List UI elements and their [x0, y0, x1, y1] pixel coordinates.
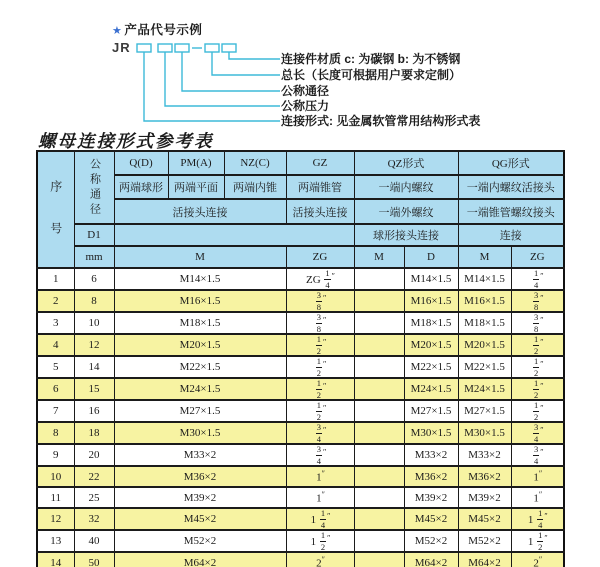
header-ends-pma: 两端平面	[168, 175, 224, 199]
header-conn2-qg: 连接	[458, 224, 564, 246]
row-qz-d: M64×2	[404, 552, 458, 567]
row-seq: 12	[37, 508, 74, 530]
row-seq: 7	[37, 400, 74, 422]
row-qg-m: M24×1.5	[458, 378, 511, 400]
star-icon: ★	[112, 25, 123, 37]
row-qg-zg: $\frac{1}{2}$ ″	[511, 356, 564, 378]
header-conn-qz: 一端外螺纹	[354, 199, 458, 223]
diagram-title-text: 产品代号示例	[124, 23, 203, 37]
row-qg-m: M30×1.5	[458, 422, 511, 444]
row-qg-zg: 2″	[511, 552, 564, 567]
header-unit-qz-m: M	[354, 246, 404, 268]
row-m: M14×1.5	[114, 268, 286, 290]
table-body	[37, 268, 564, 567]
header-unit-qz-d: D	[404, 246, 458, 268]
header-row-units	[37, 246, 564, 268]
table-row	[37, 290, 564, 312]
header-unit-qg-zg: ZG	[511, 246, 564, 268]
table-row	[37, 508, 564, 530]
row-zg: $\frac{3}{8}$ ″	[286, 290, 354, 312]
row-m: M33×2	[114, 444, 286, 466]
row-qz-d: M36×2	[404, 466, 458, 487]
table-row	[37, 334, 564, 356]
leader-line-diameter	[182, 52, 280, 91]
row-seq: 6	[37, 378, 74, 400]
row-qg-m: M27×1.5	[458, 400, 511, 422]
row-seq: 9	[37, 444, 74, 466]
row-zg: $\frac{1}{2}$ ″	[286, 334, 354, 356]
row-zg: $\frac{3}{8}$ ″	[286, 312, 354, 334]
row-qg-zg: $\frac{1}{2}$ ″	[511, 334, 564, 356]
row-qz-d: M24×1.5	[404, 378, 458, 400]
col-header-type-pma: PM(A)	[168, 151, 224, 175]
row-qg-m: M33×2	[458, 444, 511, 466]
table-row	[37, 552, 564, 567]
row-qg-zg: $\frac{3}{8}$ ″	[511, 290, 564, 312]
row-m: M45×2	[114, 508, 286, 530]
row-m: M18×1.5	[114, 312, 286, 334]
row-qg-zg: 1 $\frac{1}{2}$ ″	[511, 530, 564, 552]
row-qz-d: M52×2	[404, 530, 458, 552]
row-qz-d: M39×2	[404, 487, 458, 508]
row-zg: ZG $\frac{1}{4}$ ″	[286, 268, 354, 290]
row-zg: 1 $\frac{1}{2}$ ″	[286, 530, 354, 552]
label-pressure: 公称压力	[281, 99, 330, 113]
code-box-3	[175, 44, 189, 52]
row-qg-m: M20×1.5	[458, 334, 511, 356]
header-row-connection	[37, 199, 564, 223]
row-qg-zg: $\frac{3}{8}$ ″	[511, 312, 564, 334]
row-seq: 2	[37, 290, 74, 312]
row-mm: 15	[74, 378, 114, 400]
code-box-2	[158, 44, 172, 52]
row-m: M30×1.5	[114, 422, 286, 444]
table-row	[37, 400, 564, 422]
row-qg-zg: $\frac{3}{4}$ ″	[511, 422, 564, 444]
code-box-1	[137, 44, 151, 52]
row-qz-d: M30×1.5	[404, 422, 458, 444]
row-zg: $\frac{3}{4}$ ″	[286, 444, 354, 466]
label-connection: 连接形式: 见金属软管常用结构形式表	[281, 114, 481, 128]
row-qg-m: M39×2	[458, 487, 511, 508]
row-qg-m: M36×2	[458, 466, 511, 487]
row-qz-m	[354, 268, 404, 290]
row-qz-m	[354, 290, 404, 312]
row-mm: 8	[74, 290, 114, 312]
col-header-type-gz: GZ	[286, 151, 354, 175]
header-unit-qg-m: M	[458, 246, 511, 268]
code-box-4	[205, 44, 219, 52]
col-header-type-qd: Q(D)	[114, 151, 168, 175]
row-qz-m	[354, 552, 404, 567]
row-mm: 14	[74, 356, 114, 378]
table-row	[37, 466, 564, 487]
row-m: M24×1.5	[114, 378, 286, 400]
row-qz-m	[354, 466, 404, 487]
table-row	[37, 268, 564, 290]
row-mm: 40	[74, 530, 114, 552]
header-ends-qg: 一端内螺纹活接头	[458, 175, 564, 199]
product-code-prefix: JR	[112, 40, 131, 55]
header-conn-qg: 一端锥管螺纹接头	[458, 199, 564, 223]
row-qz-m	[354, 444, 404, 466]
row-qg-zg: 1″	[511, 487, 564, 508]
row-mm: 6	[74, 268, 114, 290]
header-row-types	[37, 151, 564, 175]
row-qg-zg: 1 $\frac{1}{4}$ ″	[511, 508, 564, 530]
row-qg-m: M14×1.5	[458, 268, 511, 290]
table-row	[37, 487, 564, 508]
leader-line-material	[229, 52, 280, 59]
header-conn2-qz: 球形接头连接	[354, 224, 458, 246]
row-qg-zg: $\frac{1}{2}$ ″	[511, 400, 564, 422]
row-qz-d: M27×1.5	[404, 400, 458, 422]
row-qz-m	[354, 334, 404, 356]
row-zg: 2″	[286, 552, 354, 567]
row-qz-m	[354, 378, 404, 400]
table-row	[37, 378, 564, 400]
row-zg: $\frac{1}{2}$ ″	[286, 400, 354, 422]
row-m: M16×1.5	[114, 290, 286, 312]
header-ends-gz: 两端锥管	[286, 175, 354, 199]
row-mm: 20	[74, 444, 114, 466]
row-m: M36×2	[114, 466, 286, 487]
col-header-nominal-diameter: 公称通径	[74, 151, 114, 224]
row-qz-d: M14×1.5	[404, 268, 458, 290]
row-qz-d: M18×1.5	[404, 312, 458, 334]
row-seq: 4	[37, 334, 74, 356]
row-mm: 10	[74, 312, 114, 334]
diagram-title	[112, 20, 202, 38]
row-mm: 25	[74, 487, 114, 508]
header-conn-gz: 活接头连接	[286, 199, 354, 223]
row-m: M64×2	[114, 552, 286, 567]
row-seq: 13	[37, 530, 74, 552]
row-qg-m: M22×1.5	[458, 356, 511, 378]
row-qz-d: M20×1.5	[404, 334, 458, 356]
row-zg: $\frac{3}{4}$ ″	[286, 422, 354, 444]
header-mm: mm	[74, 246, 114, 268]
label-material: 连接件材质 c: 为碳钢 b: 为不锈钢	[281, 52, 461, 66]
row-seq: 5	[37, 356, 74, 378]
row-qz-m	[354, 356, 404, 378]
col-header-type-nzc: NZ(C)	[224, 151, 286, 175]
row-qz-m	[354, 422, 404, 444]
row-mm: 12	[74, 334, 114, 356]
code-box-5	[222, 44, 236, 52]
header-conn-union: 活接头连接	[114, 199, 286, 223]
header-d1-spacer	[114, 224, 354, 246]
header-unit-m: M	[114, 246, 286, 268]
col-header-type-qz: QZ形式	[354, 151, 458, 175]
row-m: M20×1.5	[114, 334, 286, 356]
row-mm: 50	[74, 552, 114, 567]
header-ends-qz: 一端内螺纹	[354, 175, 458, 199]
row-mm: 16	[74, 400, 114, 422]
row-qz-m	[354, 530, 404, 552]
row-zg: 1″	[286, 466, 354, 487]
col-header-seq: 序号	[37, 151, 74, 268]
row-m: M22×1.5	[114, 356, 286, 378]
row-qg-m: M64×2	[458, 552, 511, 567]
row-qg-zg: $\frac{1}{2}$ ″	[511, 378, 564, 400]
header-ends-qd: 两端球形	[114, 175, 168, 199]
table-row	[37, 530, 564, 552]
row-seq: 8	[37, 422, 74, 444]
row-qg-m: M45×2	[458, 508, 511, 530]
table-row	[37, 422, 564, 444]
row-qg-zg: $\frac{3}{4}$ ″	[511, 444, 564, 466]
code-boxes-and-leader-lines	[130, 43, 281, 128]
header-ends-nzc: 两端内锥	[224, 175, 286, 199]
row-m: M27×1.5	[114, 400, 286, 422]
nut-connection-table	[36, 150, 565, 567]
row-zg: $\frac{1}{2}$ ″	[286, 356, 354, 378]
row-qz-m	[354, 400, 404, 422]
leader-line-length	[212, 52, 280, 75]
label-diameter: 公称通径	[281, 84, 330, 98]
header-unit-zg: ZG	[286, 246, 354, 268]
row-seq: 14	[37, 552, 74, 567]
header-d1: D1	[74, 224, 114, 246]
row-qg-zg: 1″	[511, 466, 564, 487]
table-title: 螺母连接形式参考表	[38, 131, 214, 151]
row-qz-m	[354, 487, 404, 508]
row-qg-m: M18×1.5	[458, 312, 511, 334]
header-row-ends	[37, 175, 564, 199]
row-m: M39×2	[114, 487, 286, 508]
row-zg: 1″	[286, 487, 354, 508]
table-row	[37, 312, 564, 334]
row-qg-zg: $\frac{1}{4}$ ″	[511, 268, 564, 290]
row-qg-m: M52×2	[458, 530, 511, 552]
label-length: 总长（长度可根据用户要求定制）	[281, 68, 462, 82]
row-qz-d: M16×1.5	[404, 290, 458, 312]
table-row	[37, 444, 564, 466]
row-m: M52×2	[114, 530, 286, 552]
row-seq: 10	[37, 466, 74, 487]
row-mm: 18	[74, 422, 114, 444]
row-qg-m: M16×1.5	[458, 290, 511, 312]
row-mm: 22	[74, 466, 114, 487]
row-zg: $\frac{1}{2}$ ″	[286, 378, 354, 400]
row-qz-m	[354, 508, 404, 530]
row-qz-d: M33×2	[404, 444, 458, 466]
row-qz-m	[354, 312, 404, 334]
row-seq: 1	[37, 268, 74, 290]
row-qz-d: M22×1.5	[404, 356, 458, 378]
row-seq: 11	[37, 487, 74, 508]
row-mm: 32	[74, 508, 114, 530]
header-row-d1	[37, 224, 564, 246]
col-header-type-qg: QG形式	[458, 151, 564, 175]
row-seq: 3	[37, 312, 74, 334]
row-qz-d: M45×2	[404, 508, 458, 530]
row-zg: 1 $\frac{1}{4}$ ″	[286, 508, 354, 530]
table-row	[37, 356, 564, 378]
